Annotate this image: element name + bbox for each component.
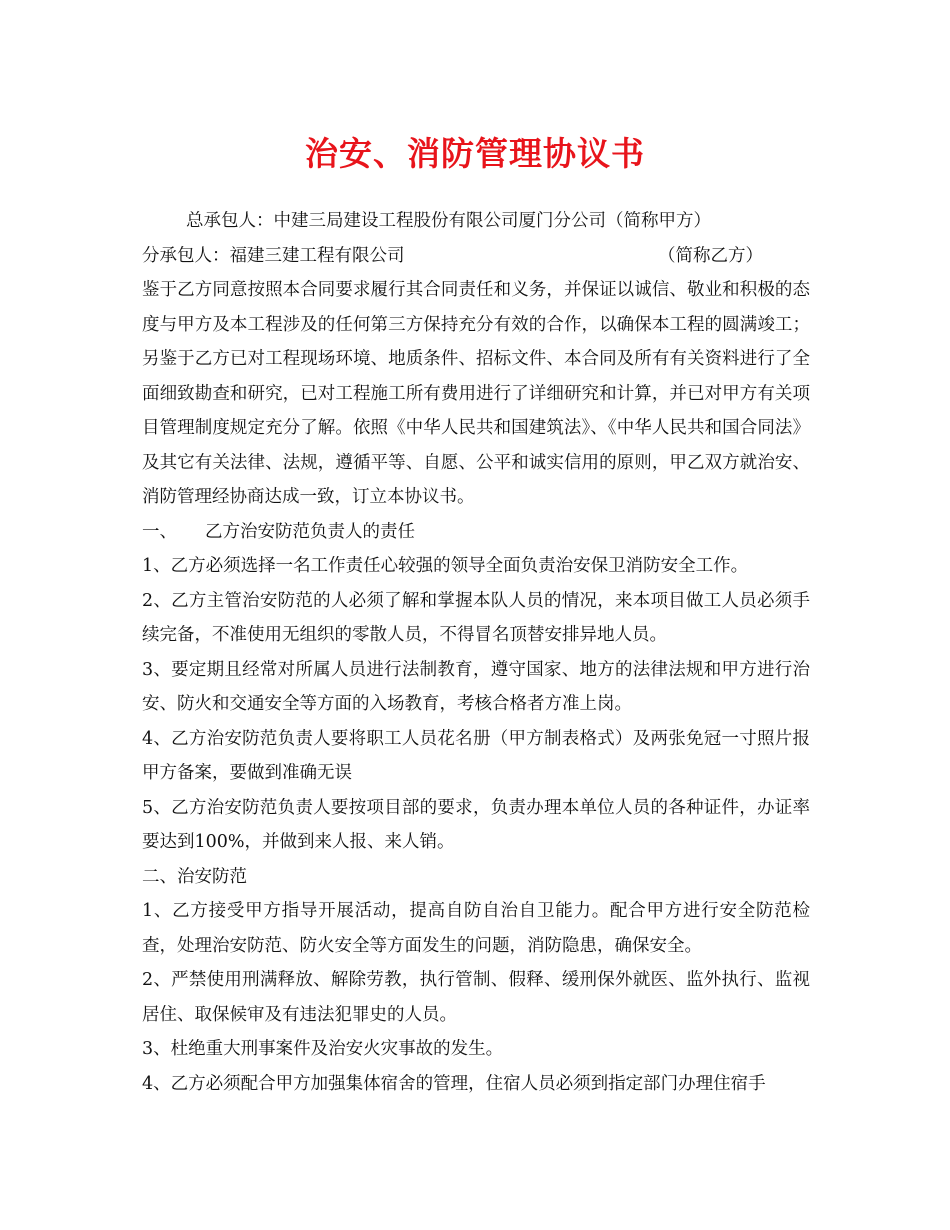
section-2-heading: 二、治安防范 — [142, 866, 247, 887]
section-1-title: 乙方治安防范负责人的责任 — [205, 521, 415, 542]
section-1-heading — [142, 515, 810, 550]
document-title: 治安、消防管理协议书 — [305, 134, 645, 173]
document-body — [142, 204, 810, 1101]
section-2-item: 1、乙方接受甲方指导开展活动，提高自防自治自卫能力。配合甲方进行安全防范检查，处理治安防范、防火安全等方面发生的问题，消防隐患，确保安全。 — [142, 901, 810, 956]
section-1-item: 2、乙方主管治安防范的人必须了解和掌握本队人员的情况，来本项目做工人员必须手续完备，不准使用无组织的零散人员，不得冒名顶替安排异地人员。 — [142, 590, 810, 645]
contractor-line: 总承包人：中建三局建设工程股份有限公司厦门分公司（简称甲方） — [186, 211, 711, 231]
section-1-item: 1、乙方必须选择一名工作责任心较强的领导全面负责治安保卫消防安全工作。 — [142, 556, 749, 576]
subcontractor-line — [142, 239, 810, 274]
preamble-paragraph: 鉴于乙方同意按照本合同要求履行其合同责任和义务，并保证以诚信、敬业和积极的态度与甲方及本工程涉及的任何第三方保持充分有效的合作，以确保本工程的圆满竣工；另鉴于乙方已对工程现场环境、地质条件、招标文件、本合同及所有有关资料进行了全面细致勘查和研究，已对工程施工所有费用进行了详细研究和计算，并已对甲方有关项目管理制度规定充分了解。依照《中华人民共和国建筑法》、《中华人民共和国合同法》及其它有关法律、法规，遵循平等、自愿、公平和诚实信用的原则，甲乙双方就治安、消防管理经协商达成一致，订立本协议书。 — [142, 280, 810, 507]
section-2-item: 4、乙方必须配合甲方加强集体宿舍的管理，住宿人员必须到指定部门办理住宿手 — [142, 1073, 766, 1094]
section-1-item: 5、乙方治安防范负责人要按项目部的要求，负责办理本单位人员的各种证件，办证率要达到100%，并做到来人报、来人销。 — [142, 797, 810, 852]
section-1-item: 3、要定期且经常对所属人员进行法制教育，遵守国家、地方的法律法规和甲方进行治安、防火和交通安全等方面的入场教育，考核合格者方准上岗。 — [142, 659, 810, 714]
section-2-item: 3、杜绝重大刑事案件及治安火灾事故的发生。 — [142, 1039, 504, 1059]
section-1-item: 4、乙方治安防范负责人要将职工人员花名册（甲方制表格式）及两张免冠一寸照片报甲方备案，要做到准确无误 — [142, 728, 810, 783]
subcontractor-label: 分承包人：福建三建工程有限公司 — [142, 245, 405, 266]
section-2-item: 2、严禁使用刑满释放、解除劳教，执行管制、假释、缓刑保外就医、监外执行、监视居住、取保候审及有违法犯罪史的人员。 — [142, 970, 810, 1025]
subcontractor-abbr: （简称乙方） — [658, 245, 763, 266]
section-1-number: 一、 — [142, 521, 177, 542]
